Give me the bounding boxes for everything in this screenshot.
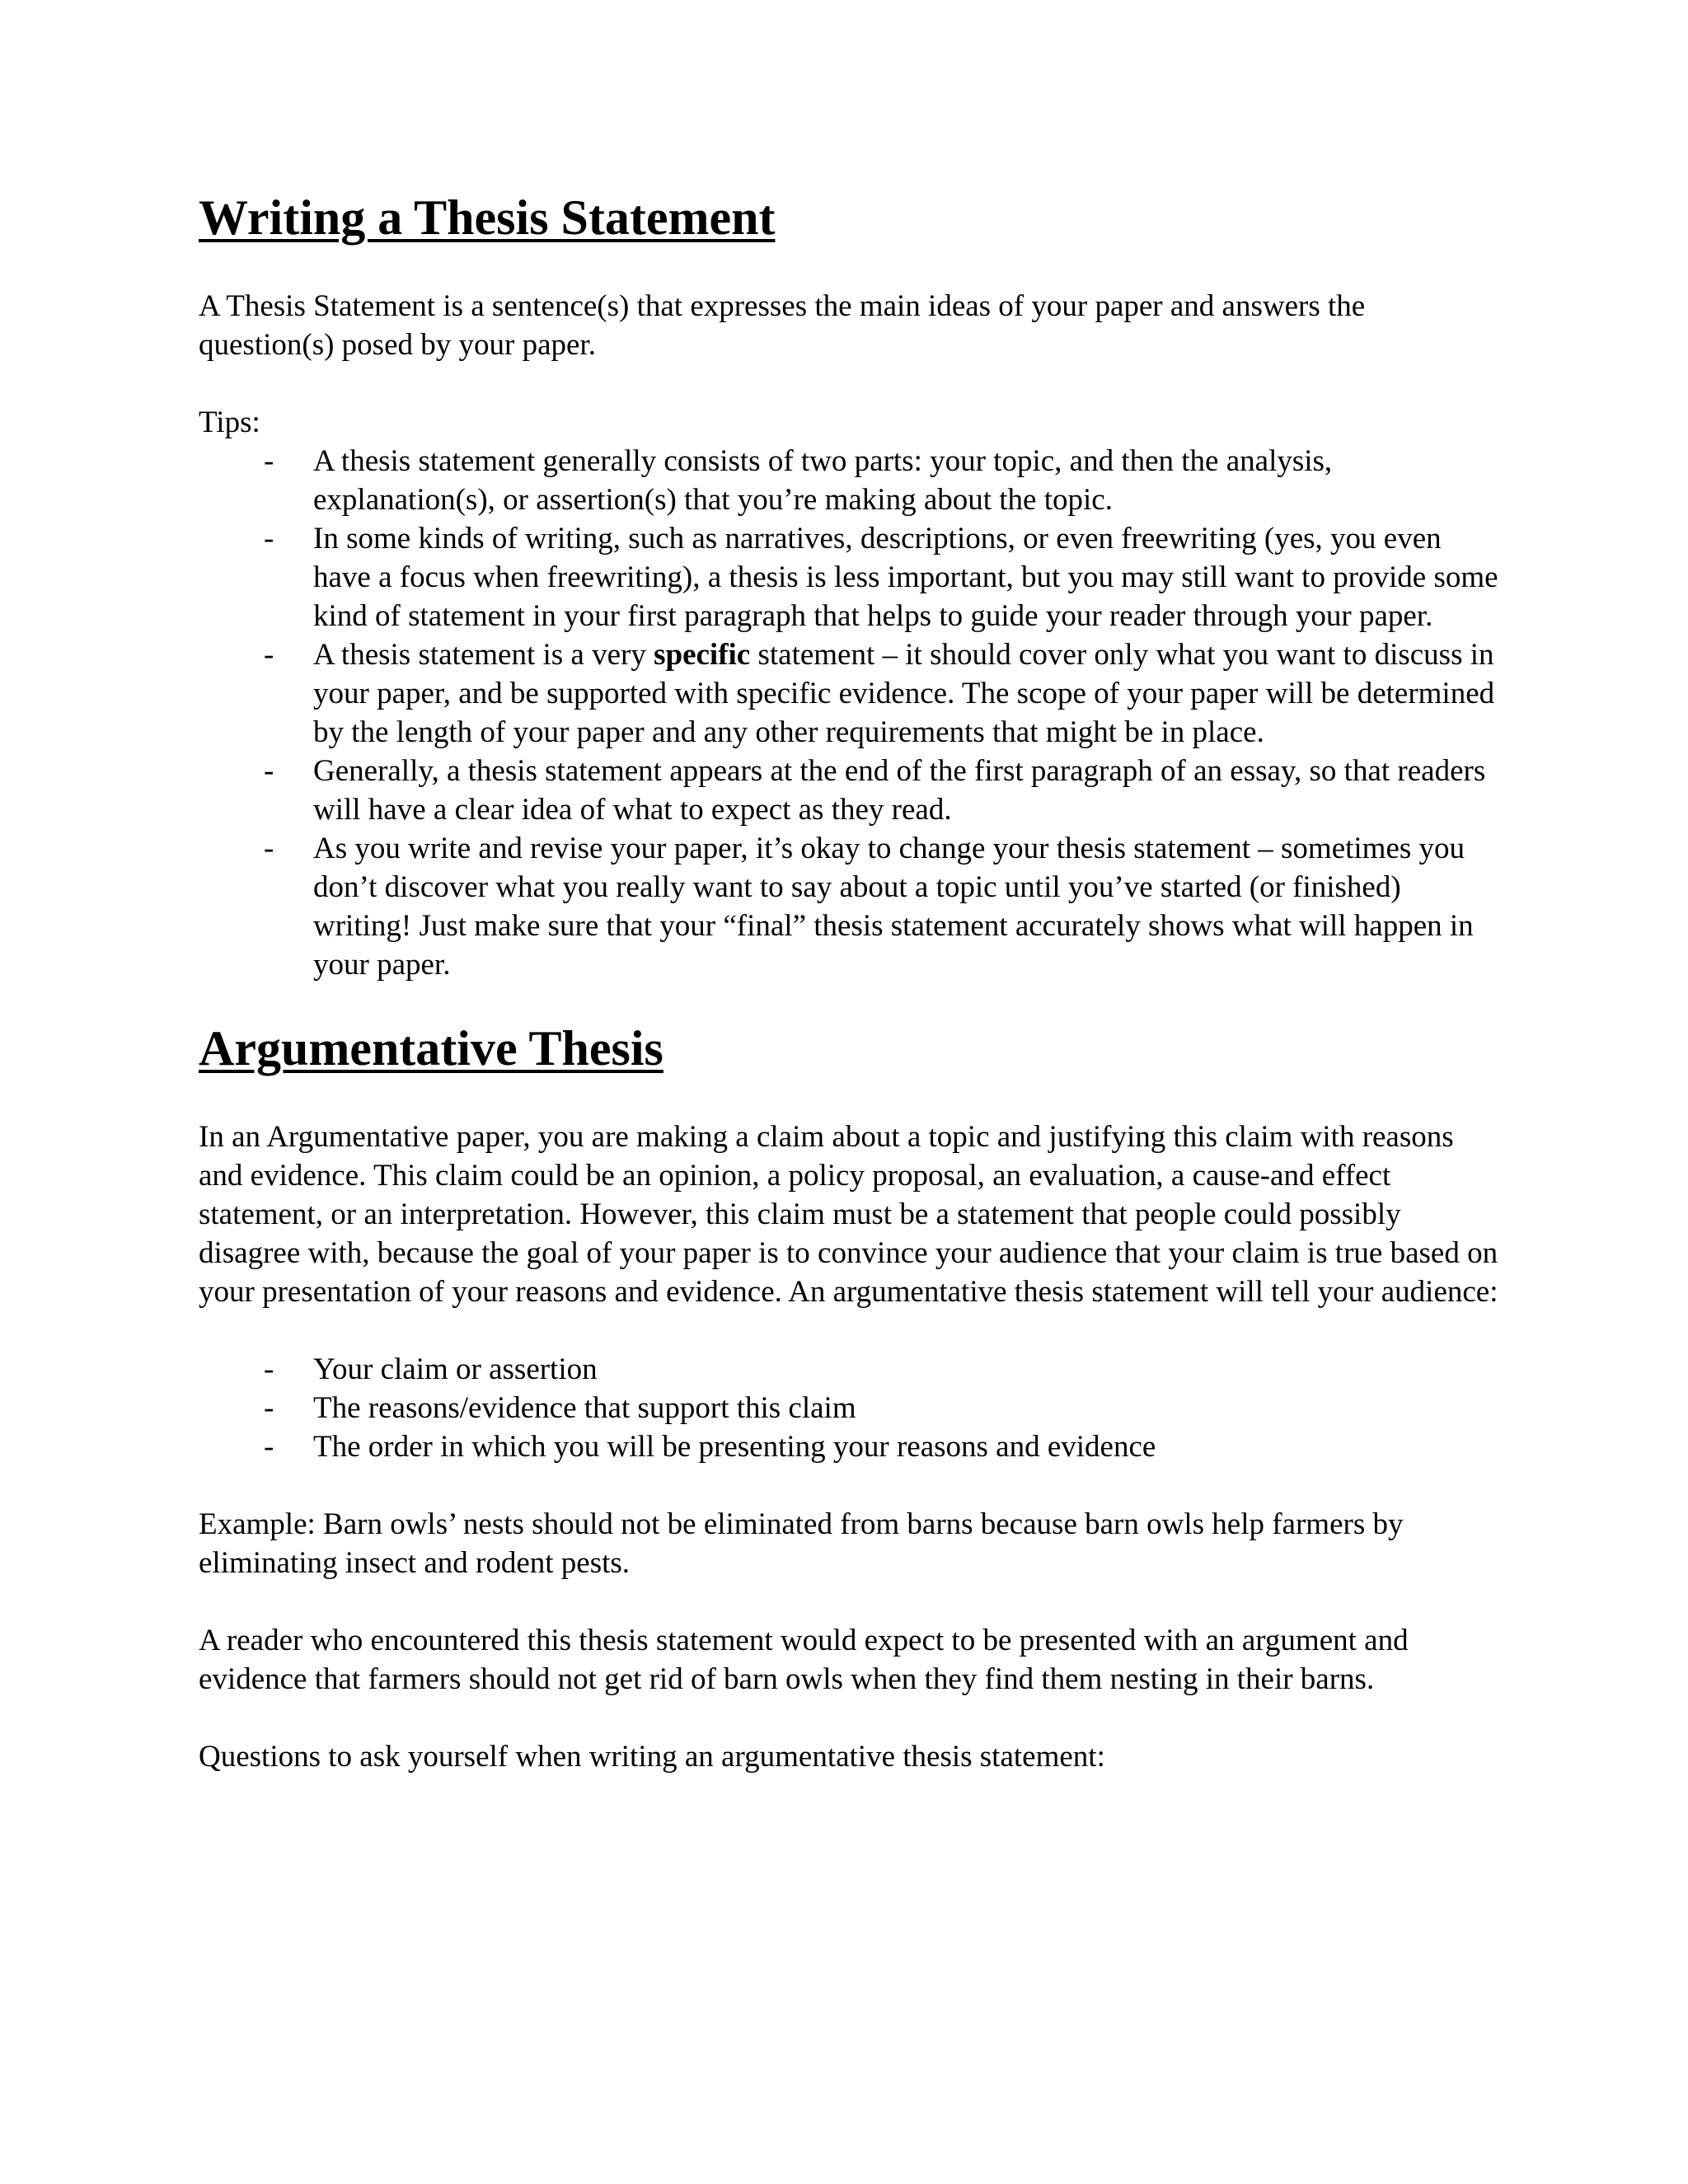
questions-intro: Questions to ask yourself when writing an argumentative thesis statement: [199, 1740, 1105, 1774]
list-item [264, 1350, 1501, 1389]
heading-writing-thesis: Writing a Thesis Statement [199, 190, 776, 245]
bullet-dash: - [264, 638, 274, 672]
bullet-dash: - [264, 832, 274, 865]
tip-text: As you write and revise your paper, it’s okay to change your thesis statement – sometimes you don’t discover what you really want to say about a topic until you’ve started (or finished) writing! Just make sure that your “final” thesis statement accurately shows what will happen in your paper. [313, 832, 1474, 982]
tip-item [264, 635, 1501, 752]
heading-argumentative-thesis: Argumentative Thesis [199, 1021, 663, 1076]
tip-item [264, 519, 1501, 635]
example-paragraph: Example: Barn owls’ nests should not be eliminated from barns because barn owls help farmers by eliminating insect and rodent pests. [199, 1507, 1404, 1580]
document-body [199, 188, 1501, 1776]
tips-label: Tips: [199, 405, 260, 439]
tip-item [264, 442, 1501, 519]
tips-list [199, 442, 1501, 984]
bullet-dash: - [264, 522, 274, 555]
argumentative-intro-paragraph: In an Argumentative paper, you are making a claim about a topic and justifying this claim with reasons and evidence. This claim could be an opinion, a policy proposal, an evaluation, a cause-and effect statement, or an interpretation. However, this claim must be a statement that people could possibly disagree with, because the goal of your paper is to convince your audience that your claim is true based on your presentation of your reasons and evidence. An argumentative thesis statement will tell your audience: [199, 1120, 1498, 1309]
list-item-text: The order in which you will be presenting your reasons and evidence [313, 1430, 1156, 1464]
bullet-dash: - [264, 444, 274, 478]
list-item-text: The reasons/evidence that support this claim [313, 1391, 856, 1425]
thesis-definition-paragraph: A Thesis Statement is a sentence(s) that expresses the main ideas of your paper and answers the question(s) posed by your paper. [199, 289, 1366, 362]
list-item [264, 1427, 1501, 1466]
tip-text: A thesis statement generally consists of two parts: your topic, and then the analysis, explanation(s), or assertion(s) that you’re making about the topic. [313, 444, 1333, 517]
tip-item [264, 829, 1501, 984]
tip-item [264, 752, 1501, 829]
list-item [264, 1389, 1501, 1427]
bullet-dash: - [264, 754, 274, 788]
argumentative-list [199, 1350, 1501, 1466]
bullet-dash: - [264, 1391, 274, 1425]
bullet-dash: - [264, 1430, 274, 1464]
tip-text: In some kinds of writing, such as narratives, descriptions, or even freewriting (yes, you even have a focus when freewriting), a thesis is less important, but you may still want to provide some kind of statement in your first paragraph that helps to guide your reader through your paper. [313, 522, 1498, 633]
reader-expectation-paragraph: A reader who encountered this thesis statement would expect to be presented with an argument and evidence that farmers should not get rid of barn owls when they find them nesting in their barns. [199, 1624, 1409, 1696]
tip-text-before: A thesis statement is a very [313, 638, 654, 672]
tip-text-after: statement – it should cover only what you want to discuss in your paper, and be supported with specific evidence. The scope of your paper will be determined by the length of your paper and any other requirements that might be in place. [313, 638, 1495, 749]
tip-emphasis: specific [654, 638, 751, 672]
tip-text: Generally, a thesis statement appears at the end of the first paragraph of an essay, so that readers will have a clear idea of what to expect as they read. [313, 754, 1486, 827]
bullet-dash: - [264, 1352, 274, 1386]
list-item-text: Your claim or assertion [313, 1352, 598, 1386]
